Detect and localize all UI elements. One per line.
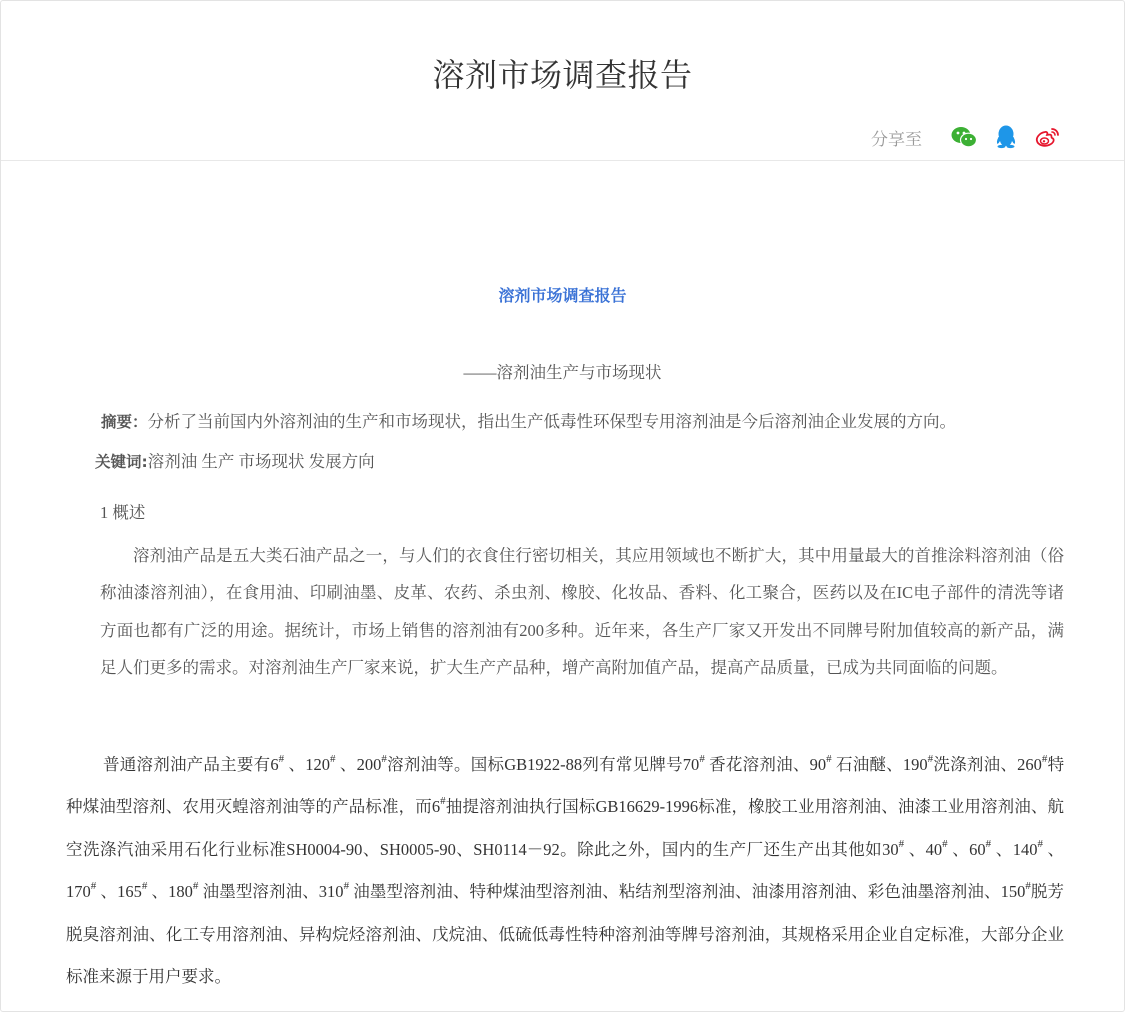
- wechat-icon[interactable]: [950, 123, 978, 151]
- document-title: 溶剂市场调查报告: [498, 286, 627, 305]
- qq-icon[interactable]: [992, 123, 1020, 151]
- share-label: 分享至: [871, 129, 922, 150]
- abstract-text: 分析了当前国内外溶剂油的生产和市场现状，指出生产低毒性环保型专用溶剂油是今后溶剂油企业发展的方向。: [147, 412, 957, 431]
- abstract-label: 摘要：: [101, 413, 148, 431]
- document-subtitle: ——溶剂油生产与市场现状: [463, 363, 662, 382]
- keywords: [95, 448, 375, 472]
- keywords-label: 关键词:: [95, 453, 148, 471]
- page-title: 溶剂市场调查报告: [432, 56, 693, 94]
- paragraph-2: 普通溶剂油产品主要有6# 、120# 、200#溶剂油等。国标GB1922-88列有常见牌号70# 香花溶剂油、90# 石油醚、190#洗涤剂油、260#特种煤油型溶剂、农用灭蝗溶剂油等的产品标准，而6#抽提溶剂油执行国标GB16629-1996标准，橡胶工业用溶剂油、油漆工业用溶剂油、航空洗涤汽油采用石化行业标准SH0004-90、SH0005-90、SH0114－92。除此之外，国内的生产厂还生产出其他如30# 、40# 、60# 、140# 、170# 、165# 、180# 油墨型溶剂油、310# 油墨型溶剂油、特种煤油型溶剂油、粘结剂型溶剂油、油漆用溶剂油、彩色油墨溶剂油、150#脱芳脱臭溶剂油、化工专用溶剂油、异构烷烃溶剂油、戊烷油、低硫低毒性特种溶剂油等牌号溶剂油，其规格采用企业自定标准，大部分企业标准来源于用户要求。: [66, 753, 1065, 987]
- paragraph-1: 溶剂油产品是五大类石油产品之一，与人们的衣食住行密切相关，其应用领域也不断扩大，其中用量最大的首推涂料溶剂油（俗称油漆溶剂油），在食用油、印刷油墨、皮革、农药、杀虫剂、橡胶、化妆品、香料、化工聚合，医药以及在IC电子部件的清洗等诸方面也都有广泛的用途。据统计，市场上销售的溶剂油有200多种。近年来，各生产厂家又开发出不同牌号附加值较高的新产品，满足人们更多的需求。对溶剂油生产厂家来说，扩大生产产品种，增产高附加值产品，提高产品质量，已成为共同面临的问题。: [100, 546, 1064, 678]
- article-header: [1, 1, 1124, 161]
- section-heading: 1 概述: [100, 503, 146, 522]
- share-bar: [871, 121, 1062, 153]
- weibo-icon[interactable]: [1034, 123, 1062, 151]
- keywords-text: 溶剂油 生产 市场现状 发展方向: [147, 452, 375, 471]
- abstract: [101, 408, 956, 432]
